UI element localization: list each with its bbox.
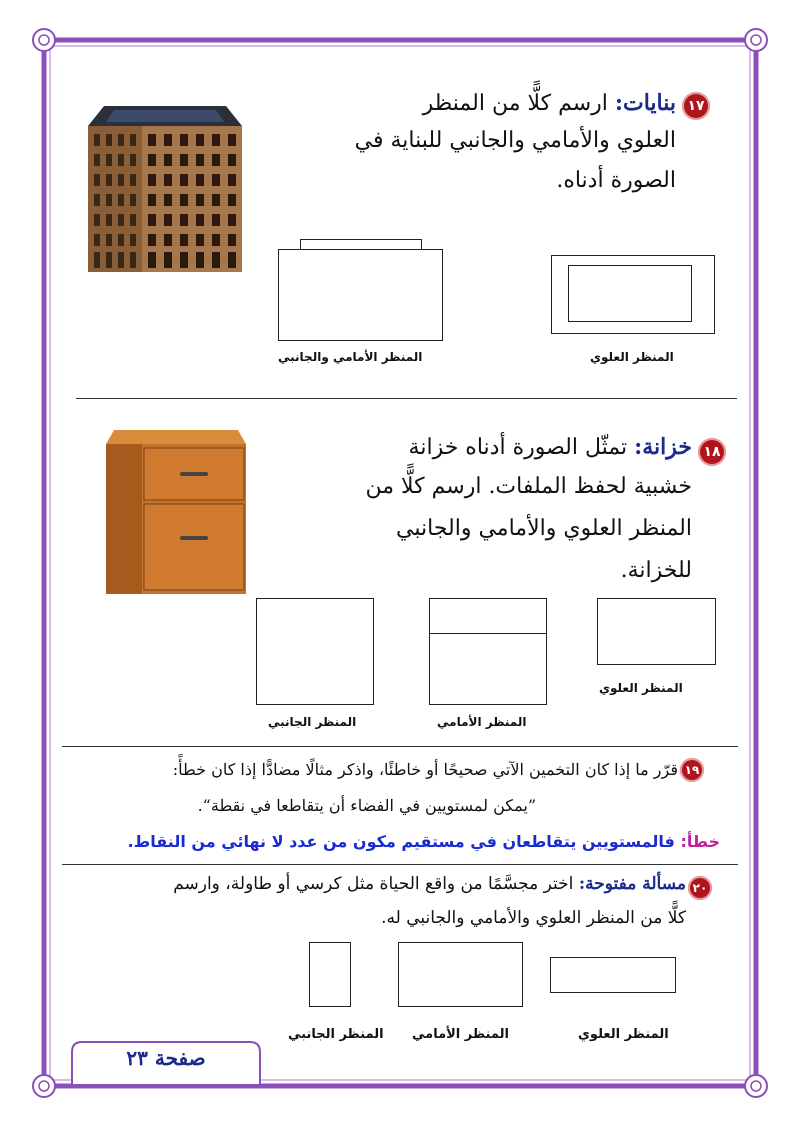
question-17-line-3: الصورة أدناه. [556, 168, 676, 193]
q20-label-top: المنظر العلوي [578, 1027, 669, 1042]
cabinet-image [104, 424, 250, 600]
q20-front-view-box [398, 942, 523, 1007]
q20-top-view-box [550, 957, 676, 993]
question-19-answer: خطأ: فالمستويين يتقاطعان في مستقيم مكون من عدد لا نهائي من النقاط. [127, 832, 720, 851]
question-20-line-1: مسألة مفتوحة: اختر مجسَّمًا من واقع الحياة مثل كرسي أو طاولة، وارسم [173, 874, 686, 894]
question-19-answer-prefix: خطأ: [680, 832, 720, 851]
question-17-line-1: بنايات: ارسم كلًّا من المنظر [422, 90, 676, 116]
q17-front-side-view-box [278, 249, 443, 341]
question-17-title: بنايات: [614, 90, 676, 116]
question-18-line-2: خشبية لحفظ الملفات. ارسم كلًّا من [365, 474, 692, 499]
separator [62, 864, 738, 865]
q18-label-front: المنظر الأمامي [437, 715, 527, 729]
question-19-number: ١٩ [680, 758, 704, 782]
separator [76, 398, 737, 399]
q18-front-view-box [429, 598, 547, 705]
question-17-line-2: العلوي والأمامي والجانبي للبناية في [354, 128, 676, 153]
q18-top-view-box [597, 598, 716, 665]
question-18-line-1: خزانة: تمثّل الصورة أدناه خزانة [408, 434, 692, 460]
building-image [84, 96, 246, 276]
q20-label-front: المنظر الأمامي [412, 1027, 509, 1042]
question-18-number: ١٨ [698, 438, 726, 466]
q18-front-view-divider [430, 633, 546, 634]
question-20-number: ٢٠ [688, 876, 712, 900]
question-17-number: ١٧ [682, 92, 710, 120]
q20-label-side: المنظر الجانبي [288, 1027, 384, 1042]
q18-label-top: المنظر العلوي [599, 681, 683, 695]
page-number: صفحة ٢٣ [126, 1046, 206, 1070]
question-18-title: خزانة: [634, 434, 692, 460]
q17-label-top: المنظر العلوي [590, 350, 674, 364]
q18-label-side: المنظر الجانبي [268, 715, 357, 729]
question-18-line-3: المنظر العلوي والأمامي والجانبي [396, 516, 692, 541]
question-19-text: قرّر ما إذا كان التخمين الآتي صحيحًا أو خاطئًا، واذكر مثالًا مضادًّا إذا كان خطأً: [172, 760, 678, 779]
q17-top-view-inner-box [568, 265, 692, 322]
q18-side-view-box [256, 598, 374, 705]
question-20-line-2: كلًّا من المنظر العلوي والأمامي والجانبي له. [381, 908, 686, 928]
q17-label-front-side: المنظر الأمامي والجانبي [278, 350, 423, 364]
question-19-quote: ”يمكن لمستويين في الفضاء أن يتقاطعا في نقطة“. [197, 796, 536, 815]
question-18-line-4: للخزانة. [620, 558, 692, 583]
separator [62, 746, 738, 747]
question-20-title: مسألة مفتوحة: [578, 874, 686, 894]
q20-side-view-box [309, 942, 351, 1007]
